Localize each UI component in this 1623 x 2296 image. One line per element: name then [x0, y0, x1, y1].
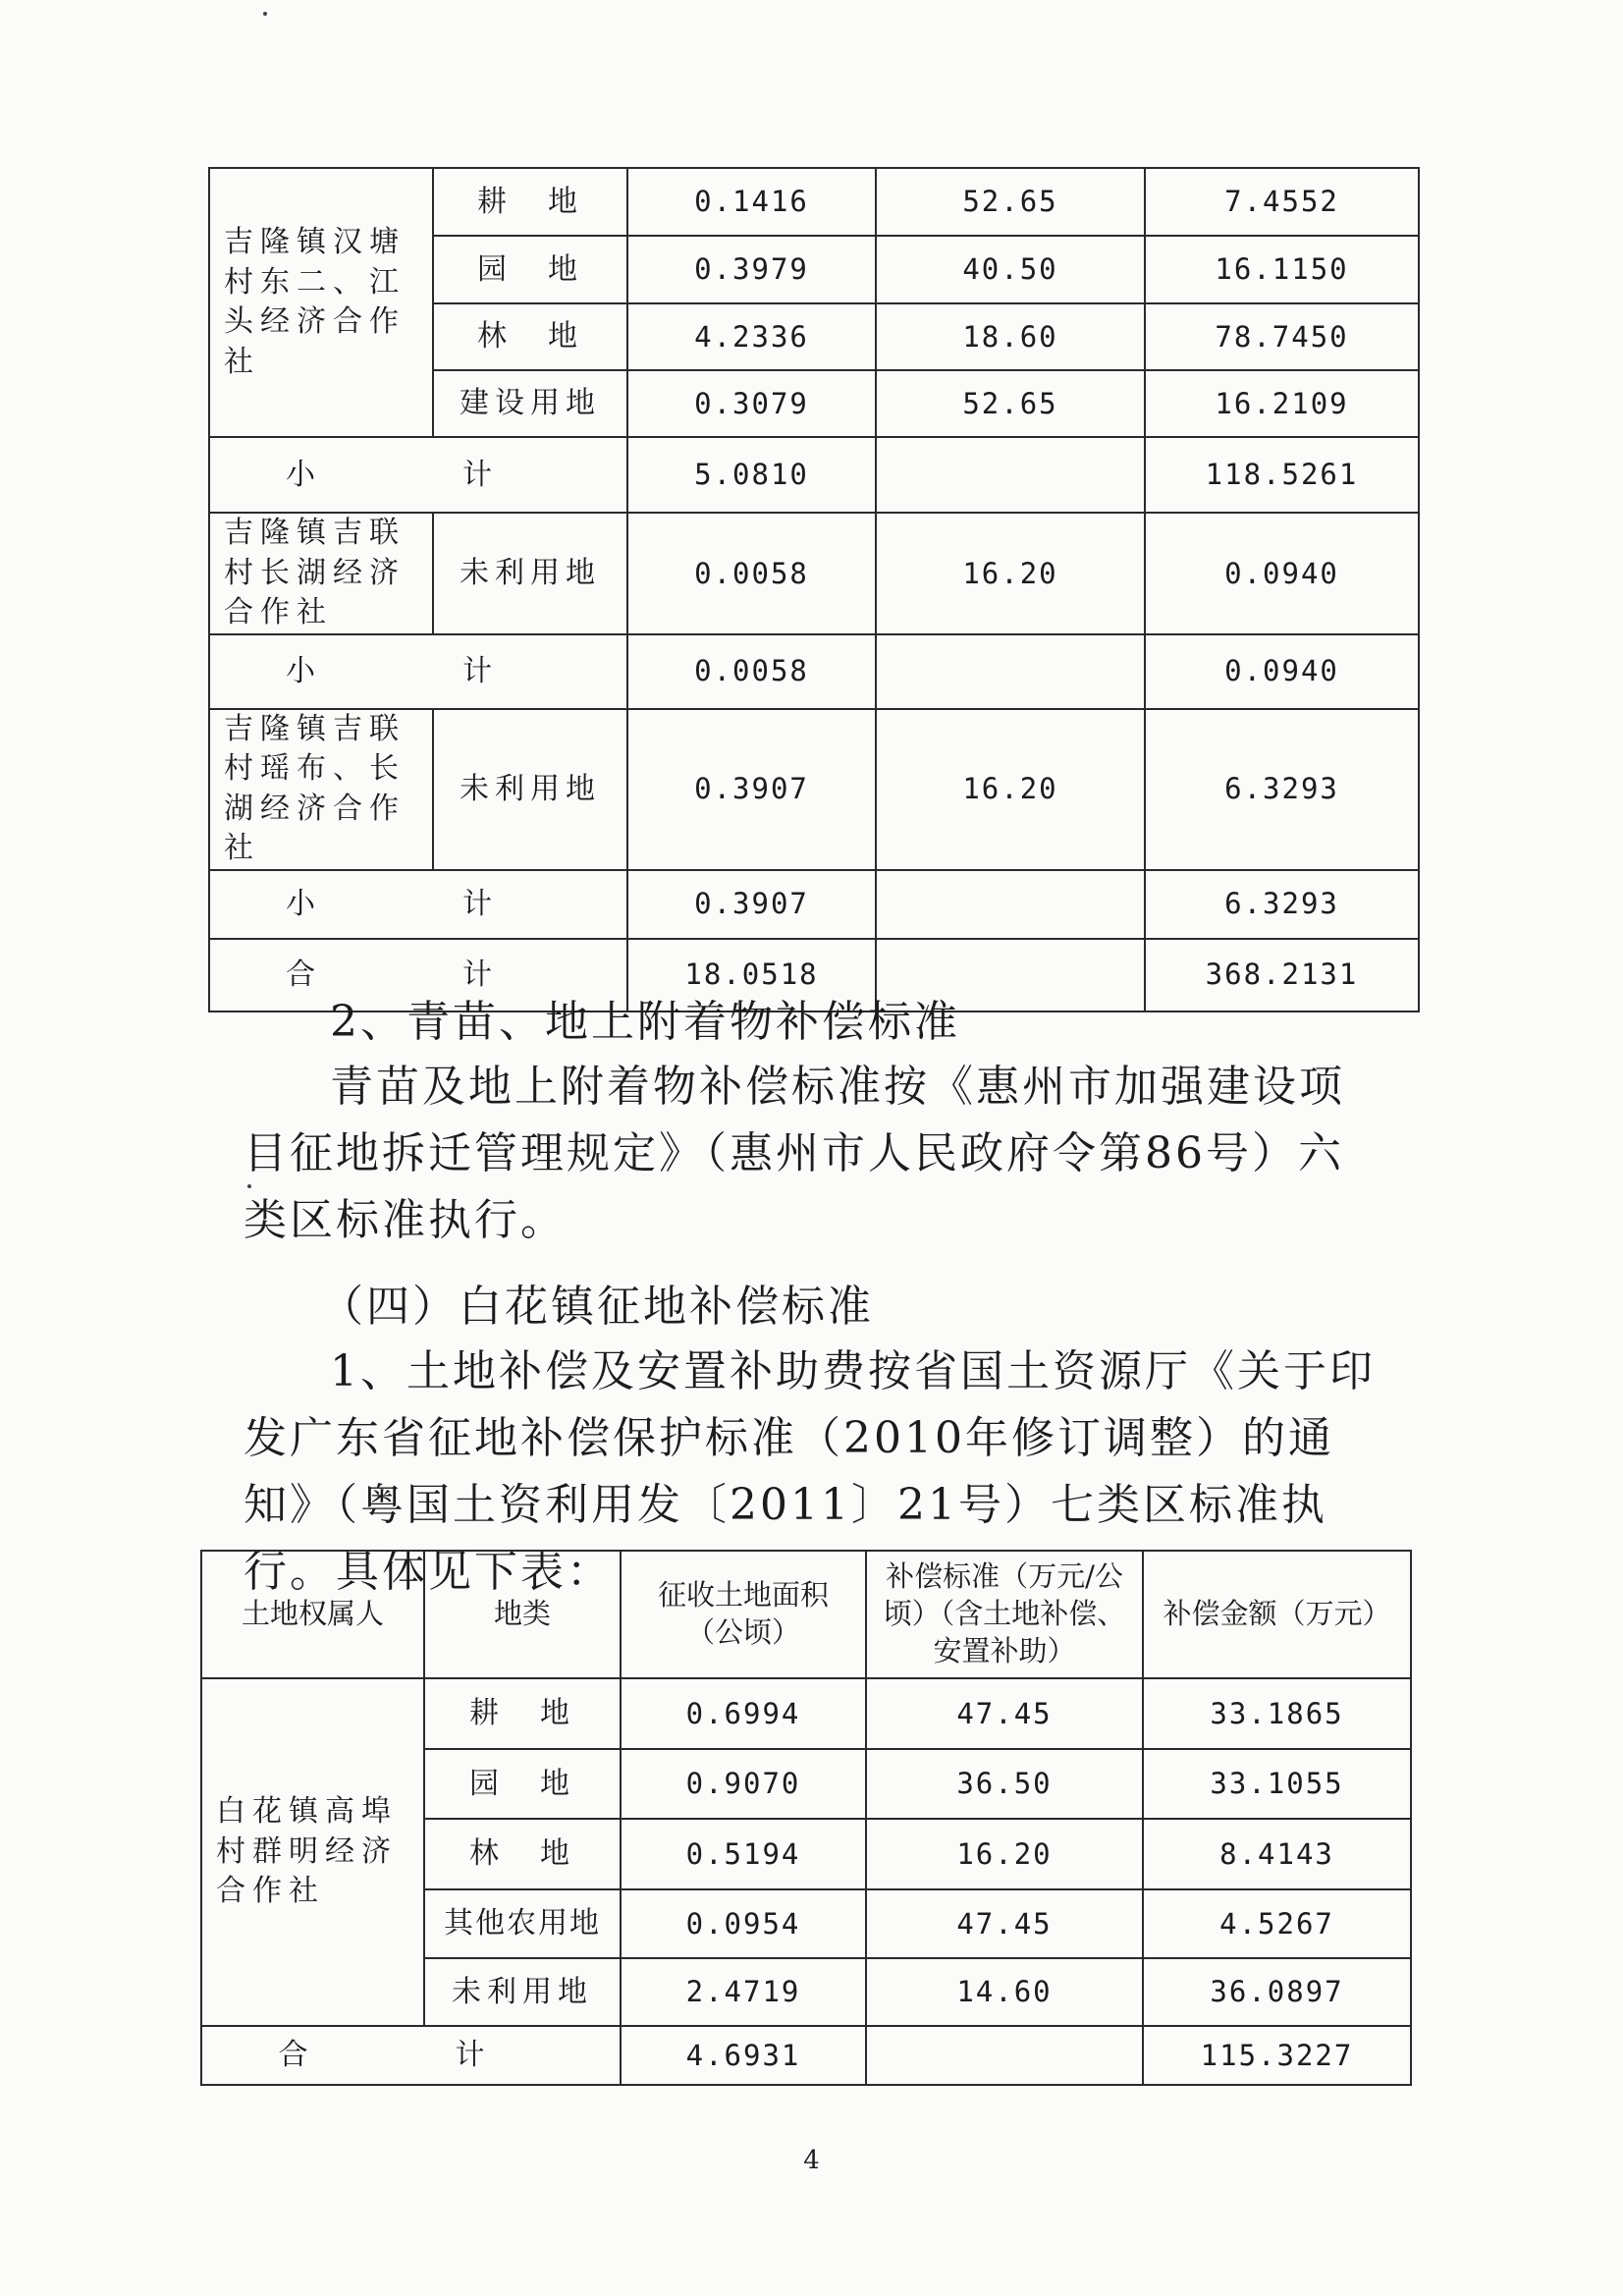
subtotal-amount: 118.5261 [1145, 437, 1419, 513]
area-cell: 0.3979 [627, 236, 876, 303]
header-amount: 补偿金额（万元） [1143, 1551, 1411, 1678]
compensation-table-baihua [200, 1550, 1412, 2086]
area-cell: 0.3079 [627, 370, 876, 437]
land-type-cell: 园 地 [424, 1749, 621, 1819]
header-rate: 补偿标准（万元/公顷）（含土地补偿、安置补助） [866, 1551, 1143, 1678]
owner-cell: 吉隆镇汉塘村东二、江头经济合作社 [209, 168, 433, 437]
table-row [209, 709, 1419, 870]
amount-cell: 7.4552 [1145, 168, 1419, 236]
table-row [201, 1678, 1411, 1749]
area-cell: 0.9070 [621, 1749, 866, 1819]
subtotal-area: 0.0058 [627, 634, 876, 709]
rate-cell: 40.50 [876, 236, 1145, 303]
subtotal-rate-empty [876, 870, 1145, 939]
area-cell: 0.3907 [627, 709, 876, 870]
subtotal-rate-empty [876, 634, 1145, 709]
land-type-cell: 园 地 [433, 236, 627, 303]
rate-cell: 16.20 [866, 1819, 1143, 1889]
amount-cell: 36.0897 [1143, 1958, 1411, 2026]
area-cell: 0.0058 [627, 513, 876, 634]
rate-cell: 14.60 [866, 1958, 1143, 2026]
scan-speck [247, 1184, 251, 1188]
table-row [209, 168, 1419, 236]
amount-cell: 78.7450 [1145, 303, 1419, 370]
land-type-cell: 建设用地 [433, 370, 627, 437]
amount-cell: 16.1150 [1145, 236, 1419, 303]
amount-cell: 0.0940 [1145, 513, 1419, 634]
subtotal-row [209, 870, 1419, 939]
land-type-cell: 耕 地 [424, 1678, 621, 1749]
land-type-cell: 未利用地 [424, 1958, 621, 2026]
owner-cell: 白花镇高埠村群明经济合作社 [201, 1678, 424, 2026]
total-label: 合 计 [209, 939, 627, 1011]
subtotal-amount: 0.0940 [1145, 634, 1419, 709]
header-land-type: 地类 [424, 1551, 621, 1678]
area-cell: 4.2336 [627, 303, 876, 370]
subtotal-label: 小 计 [209, 437, 627, 513]
rate-cell: 47.45 [866, 1678, 1143, 1749]
subtotal-rate-empty [876, 437, 1145, 513]
subtotal-area: 5.0810 [627, 437, 876, 513]
rate-cell: 52.65 [876, 370, 1145, 437]
subtotal-area: 0.3907 [627, 870, 876, 939]
amount-cell: 33.1865 [1143, 1678, 1411, 1749]
total-amount: 368.2131 [1145, 939, 1419, 1011]
compensation-table-jilong [208, 167, 1420, 1012]
item1-paragraph: 1、土地补偿及安置补助费按省国土资源厅《关于印发广东省征地补偿保护标准（2010年修订调整）的通知》（粤国土资利用发〔2011〕21号）七类区标准执行。具体见下表： [243, 1346, 1376, 1597]
section4-heading: （四）白花镇征地补偿标准 [320, 1282, 874, 1332]
area-cell: 2.4719 [621, 1958, 866, 2026]
subtotal-row [209, 437, 1419, 513]
rate-cell: 18.60 [876, 303, 1145, 370]
area-cell: 0.0954 [621, 1889, 866, 1958]
area-cell: 0.6994 [621, 1678, 866, 1749]
page-number: 4 [803, 2146, 820, 2175]
item2-heading: 2、青苗、地上附着物补偿标准 [330, 997, 960, 1047]
rate-cell: 36.50 [866, 1749, 1143, 1819]
area-cell: 0.5194 [621, 1819, 866, 1889]
total-row [201, 2026, 1411, 2085]
header-area: 征收土地面积（公顷） [621, 1551, 866, 1678]
amount-cell: 4.5267 [1143, 1889, 1411, 1958]
rate-cell: 47.45 [866, 1889, 1143, 1958]
header-owner: 土地权属人 [201, 1551, 424, 1678]
land-type-cell: 林 地 [424, 1819, 621, 1889]
amount-cell: 6.3293 [1145, 709, 1419, 870]
total-label: 合 计 [201, 2026, 621, 2085]
amount-cell: 16.2109 [1145, 370, 1419, 437]
owner-cell: 吉隆镇吉联村长湖经济合作社 [209, 513, 433, 634]
item2-paragraph: 青苗及地上附着物补偿标准按《惠州市加强建设项目征地拆迁管理规定》（惠州市人民政府令第86号）六类区标准执行。 [243, 1062, 1345, 1245]
land-type-cell: 其他农用地 [424, 1889, 621, 1958]
total-area: 18.0518 [627, 939, 876, 1011]
header-row [201, 1551, 1411, 1678]
amount-cell: 8.4143 [1143, 1819, 1411, 1889]
total-rate-empty [866, 2026, 1143, 2085]
amount-cell: 33.1055 [1143, 1749, 1411, 1819]
subtotal-row [209, 634, 1419, 709]
owner-cell: 吉隆镇吉联村瑶布、长湖经济合作社 [209, 709, 433, 870]
rate-cell: 16.20 [876, 709, 1145, 870]
table-row [209, 513, 1419, 634]
total-amount: 115.3227 [1143, 2026, 1411, 2085]
land-type-cell: 耕 地 [433, 168, 627, 236]
total-area: 4.6931 [621, 2026, 866, 2085]
subtotal-amount: 6.3293 [1145, 870, 1419, 939]
land-type-cell: 林 地 [433, 303, 627, 370]
subtotal-label: 小 计 [209, 634, 627, 709]
scan-speck [263, 12, 267, 16]
land-type-cell: 未利用地 [433, 709, 627, 870]
rate-cell: 52.65 [876, 168, 1145, 236]
land-type-cell: 未利用地 [433, 513, 627, 634]
rate-cell: 16.20 [876, 513, 1145, 634]
subtotal-label: 小 计 [209, 870, 627, 939]
area-cell: 0.1416 [627, 168, 876, 236]
